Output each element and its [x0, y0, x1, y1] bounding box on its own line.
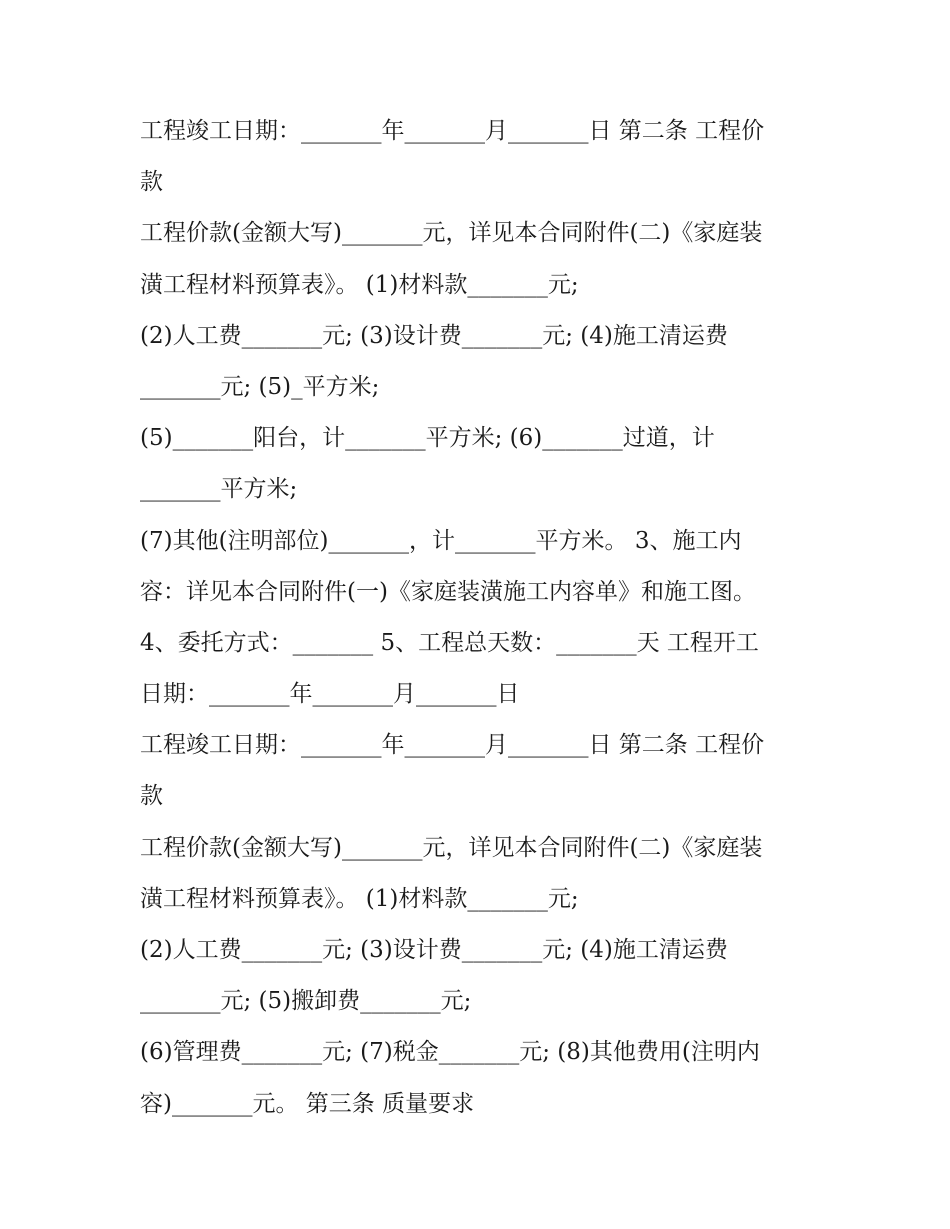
text-line: 4、委托方式：_______ 5、工程总天数：_______天 工程开工: [140, 629, 759, 656]
text-line: 工程价款(金额大写)_______元，详见本合同附件(二)《家庭装: [140, 834, 763, 861]
document-body: [140, 106, 820, 1130]
text-line: 潢工程材料预算表》。 (1)材料款_______元;: [140, 885, 579, 912]
text-line: (5)_______阳台，计_______平方米; (6)_______过道，计: [140, 425, 715, 452]
text-line: (2)人工费_______元; (3)设计费_______元; (4)施工清运费: [140, 322, 728, 349]
text-line: 工程竣工日期：_______年_______月_______日 第二条 工程价: [140, 118, 765, 144]
text-line: 潢工程材料预算表》。 (1)材料款_______元;: [140, 271, 579, 298]
text-line: 日期：_______年_______月_______日: [140, 681, 520, 708]
text-line: 工程价款(金额大写)_______元，详见本合同附件(二)《家庭装: [140, 220, 763, 247]
text-line: (7)其他(注明部位)_______，计_______平方米。 3、施工内: [140, 527, 742, 554]
text-line: (2)人工费_______元; (3)设计费_______元; (4)施工清运费: [140, 937, 728, 963]
text-line: 容：详见本合同附件(一)《家庭装潢施工内容单》和施工图。: [140, 578, 756, 605]
text-line: (6)管理费_______元; (7)税金_______元; (8)其他费用(注明内: [140, 1039, 760, 1066]
text-line: _______平方米;: [140, 476, 298, 503]
text-line: 工程竣工日期：_______年_______月_______日 第二条 工程价: [140, 732, 765, 759]
text-line: _______元; (5)搬卸费_______元;: [140, 988, 472, 1015]
text-line: _______元; (5)_平方米;: [140, 373, 380, 400]
text-line: 款: [140, 169, 163, 196]
text-line: 款: [140, 783, 163, 810]
text-line: 容)_______元。 第三条 质量要求: [140, 1090, 475, 1117]
